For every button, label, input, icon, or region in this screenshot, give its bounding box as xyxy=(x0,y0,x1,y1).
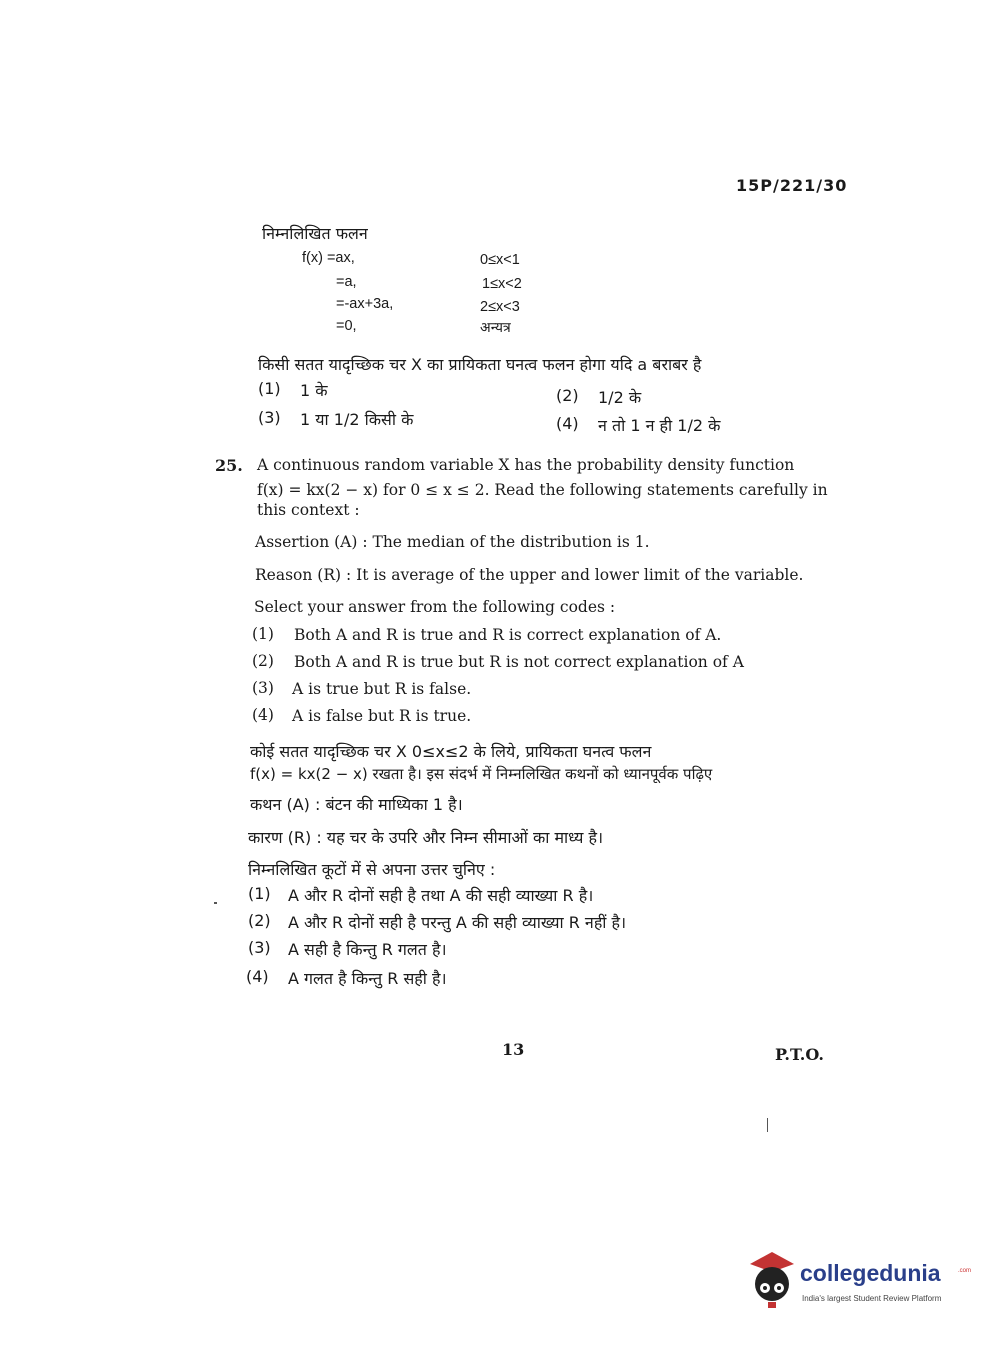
q24-expr-3: =-ax+3a, xyxy=(336,296,394,312)
q24-expr-4: =0, xyxy=(336,318,357,334)
q24-option-1-text: 1 के xyxy=(300,381,328,400)
q25-hindi-option-3-text: A सही है किन्तु R गलत है। xyxy=(288,940,447,959)
q25-hindi-option-2-num: (2) xyxy=(248,911,271,930)
q24-range-2: 1≤x<2 xyxy=(482,276,522,292)
q25-option-4-text: A is false but R is true. xyxy=(292,707,472,725)
q24-option-1-num: (1) xyxy=(258,379,281,398)
q25-option-2-text: Both A and R is true but R is not correct explanation of A xyxy=(294,653,744,671)
q25-stem-line-3: this context : xyxy=(257,501,360,519)
scan-mark xyxy=(767,1118,768,1132)
q24-option-2-text: 1/2 के xyxy=(598,388,642,407)
q24-question: किसी सतत यादृच्छिक चर X का प्रायिकता घनत्व फलन होगा यदि a बराबर है xyxy=(258,355,702,374)
q25-hindi-option-1-num: (1) xyxy=(248,884,271,903)
q25-option-1-text: Both A and R is true and R is correct explanation of A. xyxy=(294,626,722,644)
q24-range-4: अन्यत्र xyxy=(480,320,511,336)
q24-option-4-num: (4) xyxy=(556,414,579,433)
q25-hindi-stem-line-2: f(x) = kx(2 − x) रखता है। इस संदर्भ में निम्नलिखित कथनों को ध्यानपूर्वक पढ़िए xyxy=(250,765,713,783)
q25-hindi-stem-line-1: कोई सतत यादृच्छिक चर X 0≤x≤2 के लिये, प्रायिकता घनत्व फलन xyxy=(250,742,652,761)
q24-option-3-text: 1 या 1/2 किसी के xyxy=(300,410,414,429)
logo-name: collegedunia xyxy=(800,1260,941,1286)
q25-option-3-text: A is true but R is false. xyxy=(292,680,472,698)
logo-domain: .com xyxy=(958,1268,972,1274)
mascot-icon xyxy=(742,1250,798,1312)
q25-hindi-option-2-text: A और R दोनों सही है परन्तु A की सही व्याख्या R नहीं है। xyxy=(288,913,627,932)
q25-reason: Reason (R) : It is average of the upper and lower limit of the variable. xyxy=(255,566,804,584)
scan-mark xyxy=(214,902,217,904)
q25-option-4-num: (4) xyxy=(252,706,274,724)
q25-hindi-option-1-text: A और R दोनों सही है तथा A की सही व्याख्या R है। xyxy=(288,886,594,905)
q25-option-3-num: (3) xyxy=(252,679,274,697)
q25-hindi-select-instruction: निम्नलिखित कूटों में से अपना उत्तर चुनिए : xyxy=(248,860,496,879)
q25-assertion: Assertion (A) : The median of the distribution is 1. xyxy=(255,533,650,551)
q24-range-3: 2≤x<3 xyxy=(480,299,520,315)
q25-stem-line-1: A continuous random variable X has the probability density function xyxy=(257,456,795,474)
logo-tagline: India's largest Student Review Platform xyxy=(802,1294,942,1303)
q25-select-instruction: Select your answer from the following codes : xyxy=(254,598,616,616)
q25-stem-line-2: f(x) = kx(2 − x) for 0 ≤ x ≤ 2. Read the following statements carefully in xyxy=(257,481,828,499)
q25-hindi-option-4-text: A गलत है किन्तु R सही है। xyxy=(288,969,447,988)
q25-number: 25. xyxy=(215,456,243,475)
paper-code: 15P/221/30 xyxy=(736,176,848,195)
q25-hindi-assertion: कथन (A) : बंटन की माध्यिका 1 है। xyxy=(250,795,463,814)
q25-hindi-reason: कारण (R) : यह चर के उपरि और निम्न सीमाओं का माध्य है। xyxy=(248,828,604,847)
collegedunia-logo xyxy=(742,1250,972,1314)
pto-label: P.T.O. xyxy=(775,1045,824,1064)
q24-option-4-text: न तो 1 न ही 1/2 के xyxy=(598,416,721,435)
q25-option-1-num: (1) xyxy=(252,625,274,643)
q24-intro: निम्नलिखित फलन xyxy=(262,224,368,243)
q24-expr-1: f(x) =ax, xyxy=(302,250,355,266)
q24-range-1: 0≤x<1 xyxy=(480,252,520,268)
q25-option-2-num: (2) xyxy=(252,652,274,670)
q25-hindi-option-4-num: (4) xyxy=(246,967,269,986)
q24-expr-2: =a, xyxy=(336,274,357,290)
page-number: 13 xyxy=(502,1040,525,1059)
q25-hindi-option-3-num: (3) xyxy=(248,938,271,957)
q24-option-3-num: (3) xyxy=(258,408,281,427)
q24-option-2-num: (2) xyxy=(556,386,579,405)
